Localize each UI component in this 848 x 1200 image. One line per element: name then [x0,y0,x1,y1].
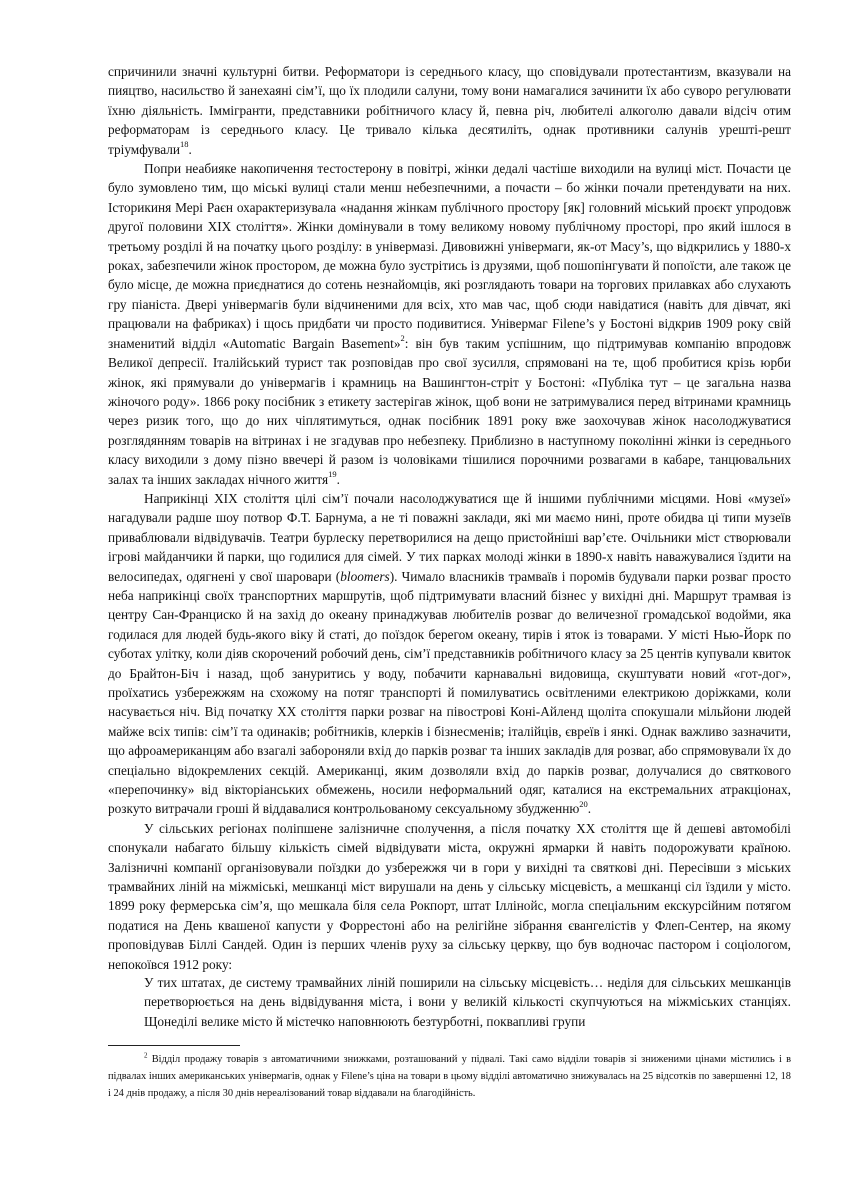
paragraph-3: Наприкінці ХІХ століття цілі сім’ї почали насолоджуватися ще й іншими публічними місцями. Нові «музеї» нагадували радше шоу потвор Ф.Т. Барнума, а не ті поважні заклади, які ми маємо нині, проте обидва ці типи музеїв приваблювали відвідувачів. Театри бурлеску перетворилися на дещо пристойніші вар’єте. Очільники міст створювали ігрові майданчики й парки, що годилися для сімей. У тих парках молоді жінки в 1890-х навіть наважувалися їздити на велосипедах, одягнені у свої шаровари (bloomers). Чимало власників трамваїв і поромів будували парки розваг просто неба наприкінці своїх транспортних маршрутів, щоб підтримувати власний бізнес у вихідні дні. Маршрут трамвая із центру Сан-Франциско й на захід до океану принаджував любителів розваг до величезної громадської водойми, яка годилася для людей будь-якого віку й статі, до поїздок берегом океану, тирів і яток із товарами. У місті Нью-Йорк по суботах улітку, коли діяв скорочений робочий день, сім’ї представників робітничого класу за 25 центів купували квиток до Брайтон-Біч і назад, щоб зануритись у воду, побачити карнавальні видовища, скуштувати новий «гот-дог», проїхатись узбережжям на схожому на потяг транспорті й помилуватись освітленими електрикою доріжками, коли насувається ніч. Від початку ХХ століття парки розваг на півострові Коні-Айленд щоліта спокушали мільйони людей майже всіх типів: сім’ї та одинаків; робітників, клерків і бізнесменів; італійців, євреїв і янкі. Однак важливо зазначити, що афроамериканцям або взагалі забороняли вхід до парків розваг та інших закладів для розваг, або спрямовували їх до спеціально відокремлених секцій. Американці, яким дозволяли вхід до парків розваг, долучалися до святкового «перепочинку» від вікторіанських обмежень, носили неформальний одяг, каталися на екстремальних атракціонах, розкуто витрачали гроші й віддавалися контрольованому сексуальному збудженню$^{20}$. [108,490,791,817]
italic-term: bloomers [340,568,390,584]
footnote-separator [108,1045,240,1046]
paragraph-2: Попри неабияке накопичення тестостерону в повітрі, жінки дедалі частіше виходили на вулиці міст. Почасти це було зумовлено тим, що міські вулиці стали менш небезпечними, а почасти – бо жінки почали претендувати на них. Історикиня Мері Раєн охарактеризувала «надання жінкам публічного простору [як] головний міський проєкт упродовж другої половини ХІХ століття». Жінки домінували в тому великому новому публічному просторі, про який ішлося в третьому розділі й на початку цього розділу: в універмазі. Дивовижні універмаги, як-от Macy’s, що відкрились у 1880-х роках, забезпечили жінок простором, де можна було зустрітись із друзями, щоб пошопінгувати й попоїсти, але також це було місце, де можна приєднатися до сотень незнайомців, які розглядають товари на торгових прилавках або слухають гру піаніста. Двері універмагів були відчиненими для всіх, хто мав час, щоб сюди навідатися (навіть для дівчат, які працювали на фабриках) і щось придбати чи просто подивитися. Універмаг Filene’s у Бостоні відкрив 1909 року свій знаменитий відділ «Automatic Bargain Basement»$^2$: він був таким успішним, що підтримував компанію впродовж Великої депресії. Італійський турист так розповідав про свої зусилля, спрямовані на те, щоб пробитися крізь юрби жінок, які прямували до універмагів і крамниць на Вашингтон-стріт у Бостоні: «Публіка тут – це загальна назва жіночого роду». 1866 року посібник з етикету застерігав жінок, щоб вони не затримувалися перед вітринами крамниць через ризик того, що до них чіплятимуться, однак посібник 1891 року вже заохочував жінок насолоджуватися розглядянням товарів на вітринах і не згадував про небезпеку. Приблизно в наступному поколінні жінки із середнього класу виходили з дому пізно ввечері й разом із чоловіками тішилися порочними розвагами в кабаре, танцювальних залах та інших закладах нічного життя$^{19}$. [108,161,791,487]
footnote [108,1051,791,1102]
block-quote [144,973,791,1031]
endnote-ref-19[interactable]: 19 [328,469,337,480]
paragraph-4: У сільських регіонах поліпшене залізничне сполучення, а після початку ХХ століття ще й дешеві автомобілі спонукали набагато більшу кількість сімей відвідувати міста, окружні ярмарки й навіть подорожувати країною. Залізничні компанії організовували поїздки до узбережжя чи в гори у вихідні та святкові дні. Пересівши з міських трамвайних ліній на міжміські, мешканці міст вирушали на день у сільську місцевість, а мешканці сіл їздили у місто. 1899 року фермерська сім’я, що мешкала біля села Рокпорт, штат Іллінойс, могла спеціальним екскурсійним потягом податися на День квашеної капусти у Форрестоні або на релігійне зібрання євангелістів у Флеп-Сентер, на якому проповідував Біллі Сандей. Один із перших членів руху за сільську церкву, що був водночас пастором і соціологом, непокоївся 1912 року: [108,820,791,972]
body-text [108,62,791,974]
block-quote-text: У тих штатах, де систему трамвайних ліній поширили на сільську місцевість… неділя для сільських мешканців перетворюється на день відвідування міста, і вони у великій кількості скупчуються на міжміських станціях. Щонеділі велике місто й містечко наповнюють безтурботні, поквапливі групи [144,975,791,1029]
footnote-mark: 2 [144,1051,148,1060]
endnote-ref-20[interactable]: 20 [579,799,588,810]
paragraph-1: спричинили значні культурні битви. Реформатори із середнього класу, що сповідували протестантизм, вказували на пияцтво, насильство й занехаяні сім’ї, що їх плодили салуни, тому вони намагалися зачинити їх або суворо регулювати їхню діяльність. Іммігранти, представники робітничого класу й, певна річ, любителі алкоголю давали відсіч отим реформаторам із середнього класу. Це тривало кілька десятиліть, однак противники салунів урешті-решт тріумфували$^{18}$. [108,64,791,157]
footnote-text: Відділ продажу товарів з автоматичними знижками, розташований у підвалі. Такі само відділи товарів зі зниженими цінами містились і в підвалах інших американських універмагів, однак у Filene’s ціна на товари в цьому відділі автоматично знижувалась на 25 відсотків по завершенні 12, 18 і 24 днів продажу, а після 30 днів нереалізований товар віддавали на благодійність. [108,1054,791,1099]
endnote-ref-18[interactable]: 18 [180,139,189,150]
footnote-ref-2[interactable]: 2 [400,333,405,344]
